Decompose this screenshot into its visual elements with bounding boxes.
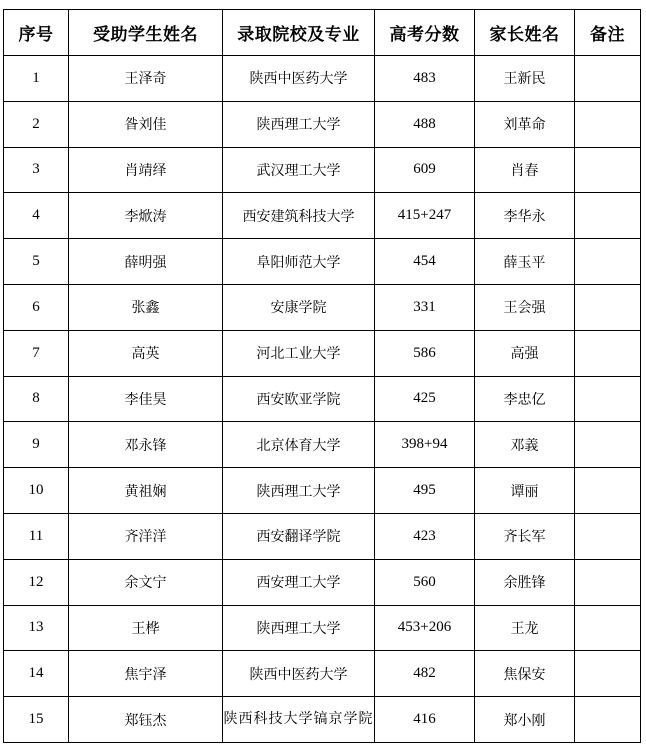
cell-student-name: 郑钰杰 (69, 697, 223, 743)
cell-school: 武汉理工大学 (223, 147, 375, 193)
table-row (4, 513, 641, 559)
recipients-table (3, 9, 641, 743)
cell-parent-name: 刘革命 (475, 101, 575, 147)
cell-score: 495 (375, 468, 475, 514)
cell-index: 1 (4, 56, 69, 102)
table-row (4, 101, 641, 147)
cell-score: 454 (375, 239, 475, 285)
cell-student-name: 黄祖娴 (69, 468, 223, 514)
table-header (4, 10, 641, 56)
header-remark: 备注 (575, 10, 641, 56)
cell-remark (575, 101, 641, 147)
cell-student-name: 高英 (69, 330, 223, 376)
cell-parent-name: 王会强 (475, 284, 575, 330)
cell-student-name: 王泽奇 (69, 56, 223, 102)
cell-school: 陕西中医药大学 (223, 651, 375, 697)
cell-remark (575, 284, 641, 330)
cell-remark (575, 651, 641, 697)
cell-index: 7 (4, 330, 69, 376)
header-student-name: 受助学生姓名 (69, 10, 223, 56)
cell-parent-name: 郑小刚 (475, 697, 575, 743)
cell-index: 2 (4, 101, 69, 147)
cell-remark (575, 605, 641, 651)
cell-remark (575, 56, 641, 102)
cell-score: 488 (375, 101, 475, 147)
cell-student-name: 邓永锋 (69, 422, 223, 468)
cell-index: 10 (4, 468, 69, 514)
cell-school: 安康学院 (223, 284, 375, 330)
table-row (4, 697, 641, 743)
cell-parent-name: 邓義 (475, 422, 575, 468)
cell-school: 陕西理工大学 (223, 101, 375, 147)
header-index: 序号 (4, 10, 69, 56)
cell-school: 阜阳师范大学 (223, 239, 375, 285)
header-row (4, 10, 641, 56)
cell-remark (575, 697, 641, 743)
cell-index: 8 (4, 376, 69, 422)
cell-index: 6 (4, 284, 69, 330)
cell-parent-name: 薛玉平 (475, 239, 575, 285)
cell-remark (575, 559, 641, 605)
table-row (4, 468, 641, 514)
cell-score: 482 (375, 651, 475, 697)
cell-parent-name: 谭丽 (475, 468, 575, 514)
table-row (4, 239, 641, 285)
cell-remark (575, 376, 641, 422)
cell-parent-name: 高强 (475, 330, 575, 376)
cell-school: 北京体育大学 (223, 422, 375, 468)
cell-score: 425 (375, 376, 475, 422)
cell-school: 陕西中医药大学 (223, 56, 375, 102)
table-row (4, 330, 641, 376)
table-row (4, 376, 641, 422)
cell-student-name: 李焮涛 (69, 193, 223, 239)
table-row (4, 56, 641, 102)
cell-score: 609 (375, 147, 475, 193)
cell-student-name: 昝刘佳 (69, 101, 223, 147)
table-body (4, 56, 641, 743)
cell-index: 3 (4, 147, 69, 193)
cell-student-name: 肖靖绎 (69, 147, 223, 193)
cell-index: 12 (4, 559, 69, 605)
cell-score: 423 (375, 513, 475, 559)
cell-student-name: 齐洋洋 (69, 513, 223, 559)
cell-school: 西安翻译学院 (223, 513, 375, 559)
cell-score: 398+94 (375, 422, 475, 468)
cell-student-name: 薛明强 (69, 239, 223, 285)
cell-school: 陕西理工大学 (223, 605, 375, 651)
cell-index: 9 (4, 422, 69, 468)
cell-student-name: 王桦 (69, 605, 223, 651)
cell-school: 陕西理工大学 (223, 468, 375, 514)
cell-score: 416 (375, 697, 475, 743)
header-exam-score: 高考分数 (375, 10, 475, 56)
cell-student-name: 张鑫 (69, 284, 223, 330)
cell-parent-name: 齐长军 (475, 513, 575, 559)
cell-score: 331 (375, 284, 475, 330)
header-parent-name: 家长姓名 (475, 10, 575, 56)
cell-index: 4 (4, 193, 69, 239)
cell-parent-name: 王新民 (475, 56, 575, 102)
cell-student-name: 余文宁 (69, 559, 223, 605)
cell-student-name: 李佳昊 (69, 376, 223, 422)
cell-score: 483 (375, 56, 475, 102)
cell-remark (575, 513, 641, 559)
cell-remark (575, 422, 641, 468)
cell-index: 14 (4, 651, 69, 697)
cell-remark (575, 468, 641, 514)
table-row (4, 605, 641, 651)
cell-remark (575, 193, 641, 239)
table-row (4, 651, 641, 697)
cell-index: 13 (4, 605, 69, 651)
cell-school: 陕西科技大学镐京学院 (223, 697, 375, 743)
cell-school: 西安建筑科技大学 (223, 193, 375, 239)
table-row (4, 193, 641, 239)
table-row (4, 147, 641, 193)
cell-parent-name: 余胜锋 (475, 559, 575, 605)
cell-parent-name: 王龙 (475, 605, 575, 651)
table-row (4, 284, 641, 330)
cell-index: 11 (4, 513, 69, 559)
cell-remark (575, 147, 641, 193)
cell-remark (575, 330, 641, 376)
table-row (4, 422, 641, 468)
cell-parent-name: 李忠亿 (475, 376, 575, 422)
cell-score: 560 (375, 559, 475, 605)
header-school-major: 录取院校及专业 (223, 10, 375, 56)
cell-score: 453+206 (375, 605, 475, 651)
cell-school: 西安欧亚学院 (223, 376, 375, 422)
cell-score: 586 (375, 330, 475, 376)
cell-parent-name: 李华永 (475, 193, 575, 239)
cell-parent-name: 焦保安 (475, 651, 575, 697)
cell-remark (575, 239, 641, 285)
cell-index: 15 (4, 697, 69, 743)
cell-score: 415+247 (375, 193, 475, 239)
cell-school: 河北工业大学 (223, 330, 375, 376)
cell-index: 5 (4, 239, 69, 285)
table-row (4, 559, 641, 605)
cell-school: 西安理工大学 (223, 559, 375, 605)
cell-parent-name: 肖春 (475, 147, 575, 193)
cell-student-name: 焦宇泽 (69, 651, 223, 697)
